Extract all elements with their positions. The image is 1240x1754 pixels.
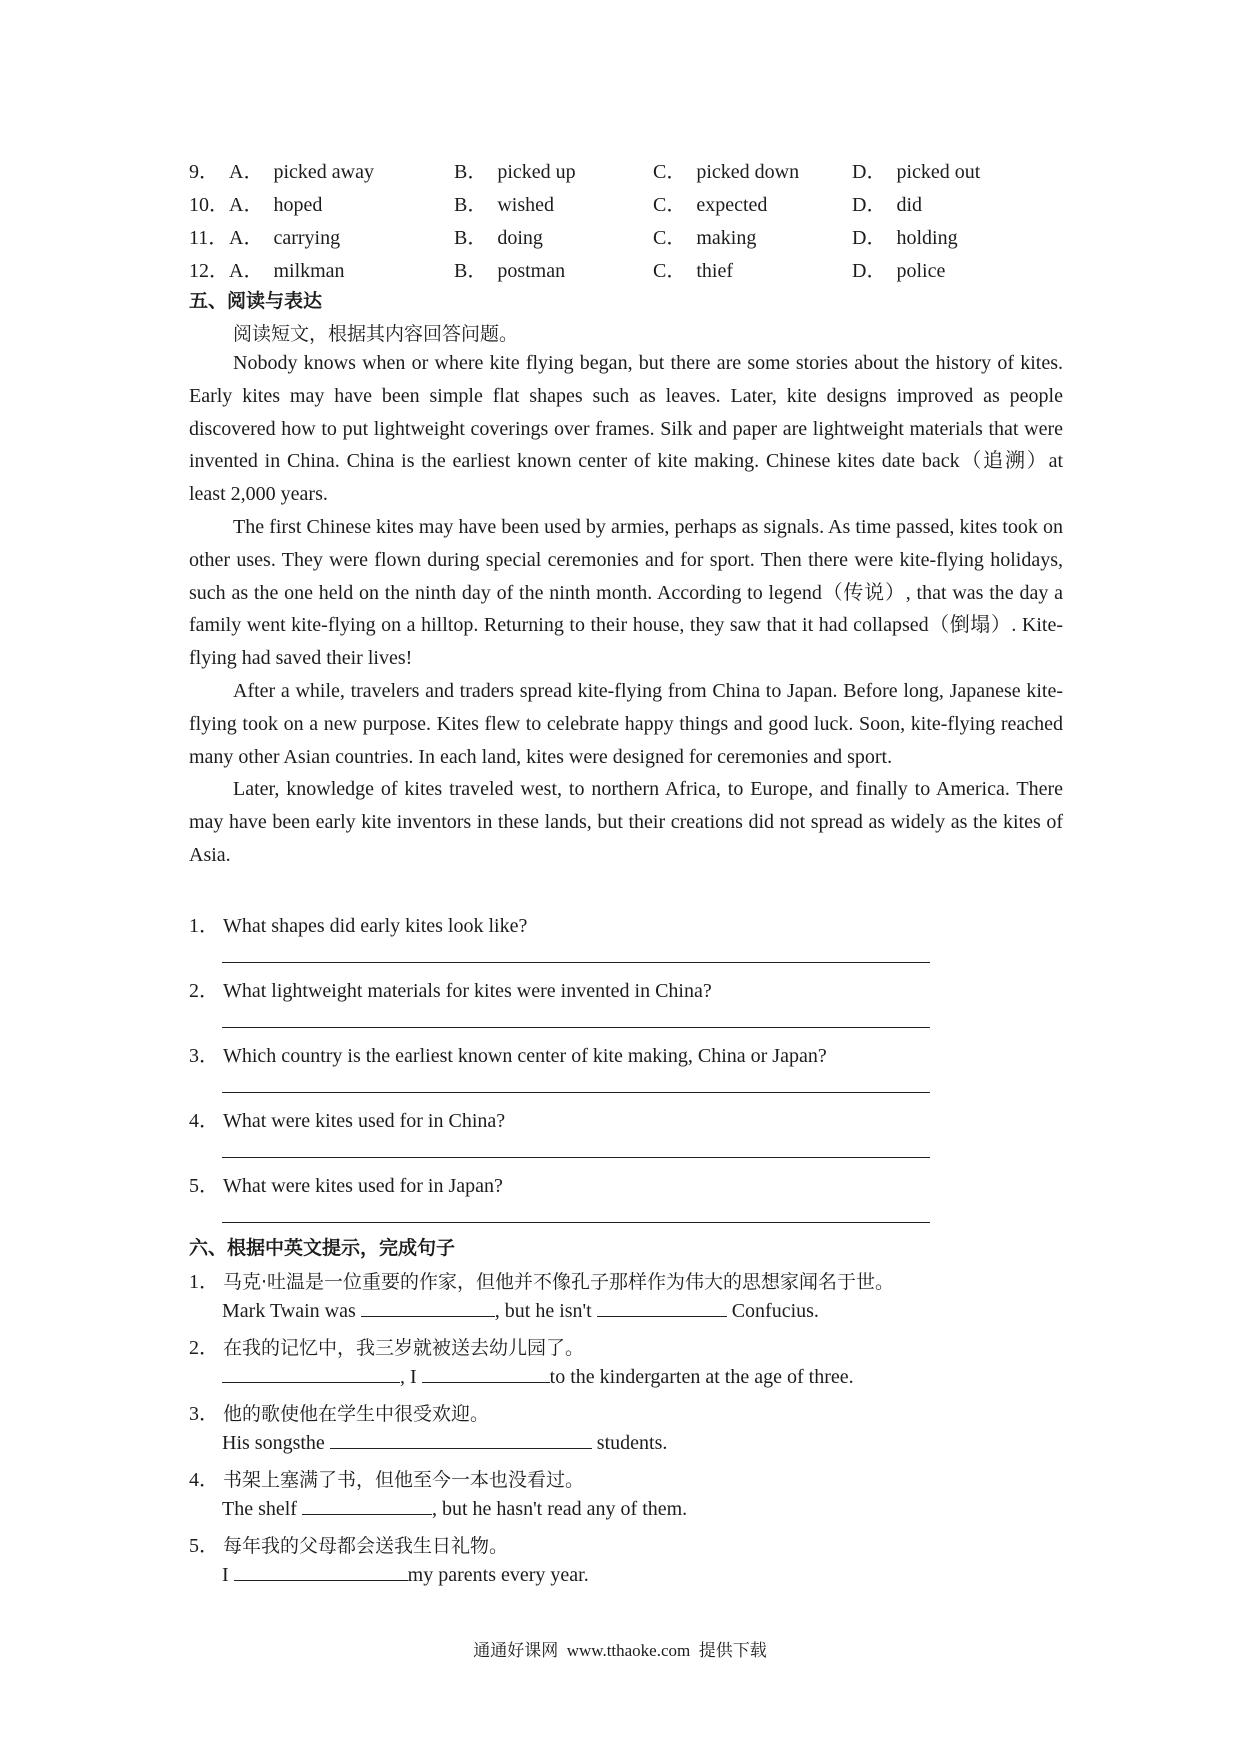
translation-prompt: 4． 书架上塞满了书，但他至今一本也没看过。 (189, 1469, 585, 1491)
option-a: A． carrying (229, 227, 341, 249)
option-a: A． hoped (229, 194, 323, 216)
option-d: D． holding (852, 227, 958, 249)
question-number: 12． (189, 260, 229, 282)
answer-line[interactable] (222, 1092, 930, 1093)
answer-line[interactable] (222, 1222, 930, 1223)
translation-sentence: , I to the kindergarten at the age of three. (222, 1364, 854, 1389)
section-6-title: 六、根据中英文提示，完成句子 (189, 1237, 456, 1259)
reading-question: 2． What lightweight materials for kites were invented in China? (189, 980, 712, 1002)
question-number: 11． (189, 227, 229, 249)
passage-paragraph: After a while, travelers and traders spread kite-flying from China to Japan. Before long, Japanese kite-flying took on a new purpose. Kites flew to celebrate happy things and good luck. Soon, kite-flying reached many other Asian countries. In each land, kites were designed for ceremonies and sport. (189, 679, 1063, 768)
option-d: D． did (852, 194, 923, 216)
passage-paragraph: The first Chinese kites may have been used by armies, perhaps as signals. As time passed, kites took on other uses. They were flown during special ceremonies and for sport. Then there were kite-flying holidays, such as the one held on the ninth day of the ninth month. According to legend（传说）, that was the day a family went kite-flying on a hilltop. Returning to their house, they saw that it had collapsed（倒塌）. Kite-flying had saved their lives! (189, 515, 1063, 670)
fill-blank[interactable] (330, 1430, 592, 1449)
fill-blank[interactable] (234, 1562, 408, 1581)
footer-url[interactable]: www.tthaoke.com (566, 1641, 691, 1660)
answer-line[interactable] (222, 962, 930, 963)
translation-sentence: The shelf , but he hasn't read any of them. (222, 1498, 688, 1520)
reading-question: 3． Which country is the earliest known center of kite making, China or Japan? (189, 1045, 827, 1067)
question-number: 10． (189, 194, 229, 216)
fill-blank[interactable] (302, 1496, 432, 1515)
reading-passage (189, 347, 1063, 872)
option-c: C． expected (653, 194, 768, 216)
option-a: A． milkman (229, 260, 345, 282)
passage-paragraph: Later, knowledge of kites traveled west, to northern Africa, to Europe, and finally to America. There may have been early kite inventors in these lands, but their creations did not spread as widely as the kites of Asia. (189, 778, 1063, 866)
translation-sentence: His songsthe students. (222, 1432, 668, 1454)
footer-note: 提供下载 (698, 1641, 767, 1661)
fill-blank[interactable] (422, 1364, 550, 1383)
option-d: D． picked out (852, 161, 981, 183)
option-b: B． postman (454, 260, 566, 282)
translation-sentence: I my parents every year. (222, 1564, 589, 1586)
option-b: B． doing (454, 227, 543, 249)
translation-prompt: 3． 他的歌使他在学生中很受欢迎。 (189, 1403, 490, 1425)
page-footer (0, 1636, 1240, 1661)
option-c: C． picked down (653, 161, 800, 183)
option-d: D． police (852, 260, 946, 282)
option-b: B． wished (454, 194, 555, 216)
mc-row (189, 252, 1002, 285)
fill-blank[interactable] (222, 1364, 400, 1383)
fill-blank[interactable] (361, 1298, 495, 1317)
passage-paragraph: Nobody knows when or where kite flying began, but there are some stories about the history of kites. Early kites may have been simple flat shapes such as leaves. Later, kite designs improved as people discovered how to put lightweight coverings over frames. Silk and paper are lightweight materials that were invented in China. China is the earliest known center of kite making. Chinese kites date back（追溯）at least 2,000 years. (189, 352, 1063, 506)
reading-question: 1． What shapes did early kites look like? (189, 915, 528, 937)
fill-blank[interactable] (597, 1298, 727, 1317)
question-number: 9． (189, 161, 219, 183)
mc-row (189, 186, 1002, 219)
mc-row (189, 153, 1002, 186)
translation-sentence: Mark Twain was , but he isn't Confucius. (222, 1300, 819, 1322)
mc-row (189, 219, 1002, 252)
reading-question: 4． What were kites used for in China? (189, 1110, 506, 1132)
answer-line[interactable] (222, 1157, 930, 1158)
option-c: C． thief (653, 260, 733, 282)
option-b: B． picked up (454, 161, 576, 183)
option-c: C． making (653, 227, 757, 249)
reading-question: 5． What were kites used for in Japan? (189, 1175, 503, 1197)
translation-prompt: 2． 在我的记忆中，我三岁就被送去幼儿园了。 (189, 1337, 585, 1359)
translation-prompt: 1． 马克·吐温是一位重要的作家，但他并不像孔子那样作为伟大的思想家闻名于世。 (189, 1271, 895, 1293)
footer-site-name: 通通好课网 (473, 1641, 559, 1661)
section-5-instruction: 阅读短文，根据其内容回答问题。 (233, 323, 519, 345)
mc-options-table (189, 153, 1002, 285)
option-a: A． picked away (229, 161, 374, 183)
answer-line[interactable] (222, 1027, 930, 1028)
translation-prompt: 5． 每年我的父母都会送我生日礼物。 (189, 1535, 509, 1557)
section-5-title: 五、阅读与表达 (189, 290, 323, 312)
